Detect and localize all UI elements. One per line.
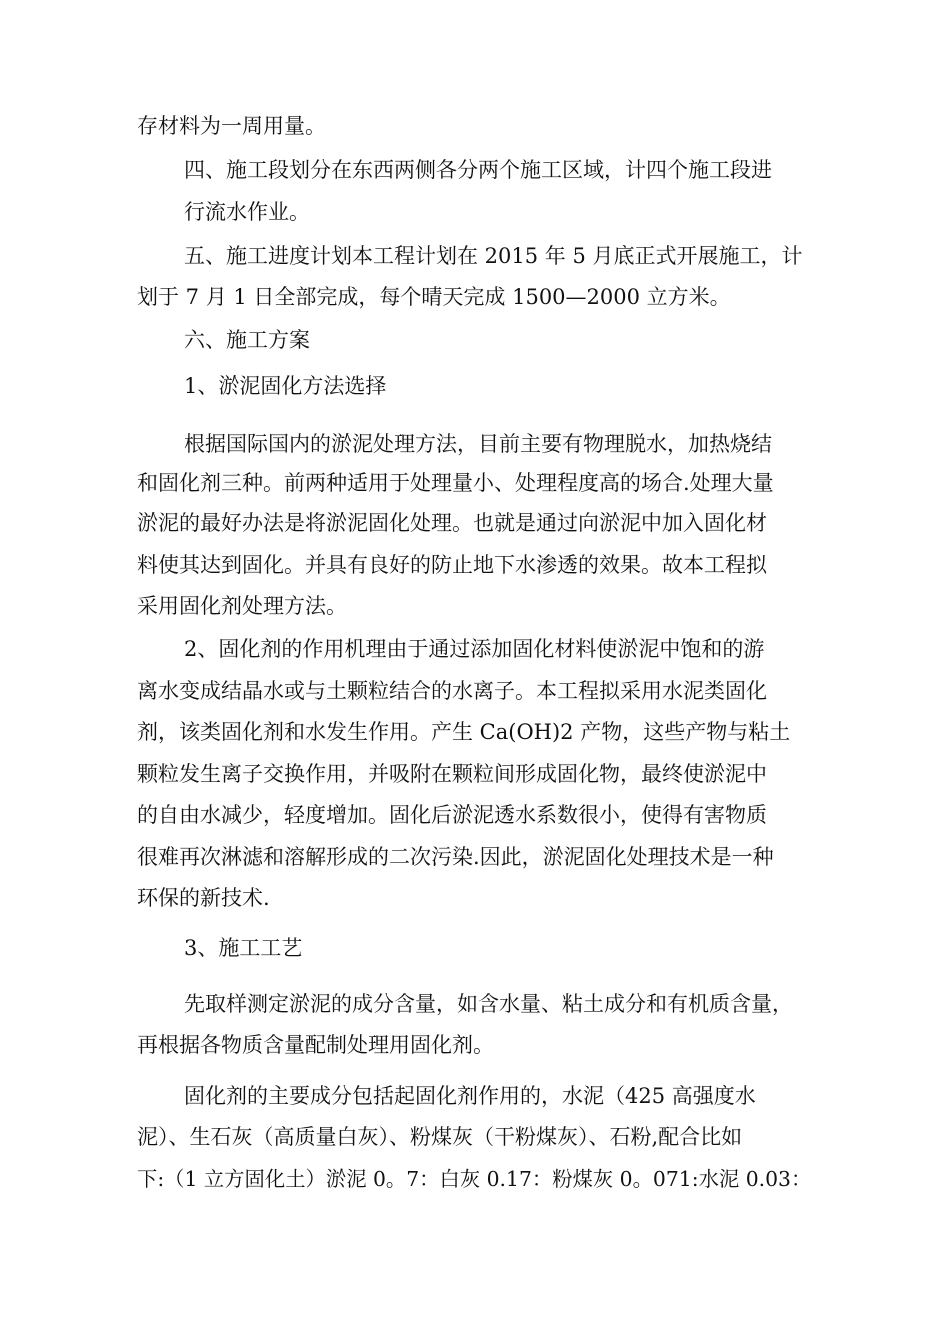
text-line: 剂，该类固化剂和水发生作用。产生 Ca(OH)2 产物，这些产物与粘土 [137,720,791,744]
text-line: 先取样测定淤泥的成分含量，如含水量、粘土成分和有机质含量， [184,992,793,1016]
text-line: 固化剂的主要成分包括起固化剂作用的，水泥（425 高强度水 [184,1084,756,1108]
text-line: 采用固化剂处理方法。 [137,594,347,618]
text-line: 存材料为一周用量。 [137,114,326,138]
text-line: 淤泥的最好办法是将淤泥固化处理。也就是通过向淤泥中加入固化材 [137,511,767,535]
text-line: 再根据各物质含量配制处理用固化剂。 [137,1033,494,1057]
text-line: 划于 7 月 1 日全部完成，每个晴天完成 1500—2000 立方米。 [137,285,731,309]
text-line: 离水变成结晶水或与土颗粒结合的水离子。本工程拟采用水泥类固化 [137,679,767,703]
text-line: 下:（1 立方固化土）淤泥 0。7：白灰 0.17：粉煤灰 0。071:水泥 0.03： [137,1167,812,1191]
text-line: 四、施工段划分在东西两侧各分两个施工区域，计四个施工段进 [184,158,772,182]
section-heading: 六、施工方案 [184,328,310,352]
text-line: 行流水作业。 [184,200,310,224]
text-line: 五、施工进度计划本工程计划在 2015 年 5 月底正式开展施工，计 [184,244,803,268]
text-line: 很难再次淋滤和溶解形成的二次污染.因此，淤泥固化处理技术是一种 [137,845,774,869]
text-line: 2、固化剂的作用机理由于通过添加固化材料使淤泥中饱和的游 [184,637,765,661]
text-line: 泥）、生石灰（高质量白灰）、粉煤灰（干粉煤灰）、石粉,配合比如 [137,1125,743,1149]
text-line: 料使其达到固化。并具有良好的防止地下水渗透的效果。故本工程拟 [137,553,767,577]
subsection-heading: 1、淤泥固化方法选择 [184,374,387,398]
text-line: 颗粒发生离子交换作用，并吸附在颗粒间形成固化物，最终使淤泥中 [137,762,767,786]
text-line: 环保的新技术. [137,886,270,910]
text-line: 和固化剂三种。前两种适用于处理量小、处理程度高的场合.处理大量 [137,471,774,495]
text-line: 根据国际国内的淤泥处理方法，目前主要有物理脱水，加热烧结 [184,432,772,456]
text-line: 的自由水减少，轻度增加。固化后淤泥透水系数很小，使得有害物质 [137,803,767,827]
subsection-heading: 3、施工工艺 [184,936,303,960]
